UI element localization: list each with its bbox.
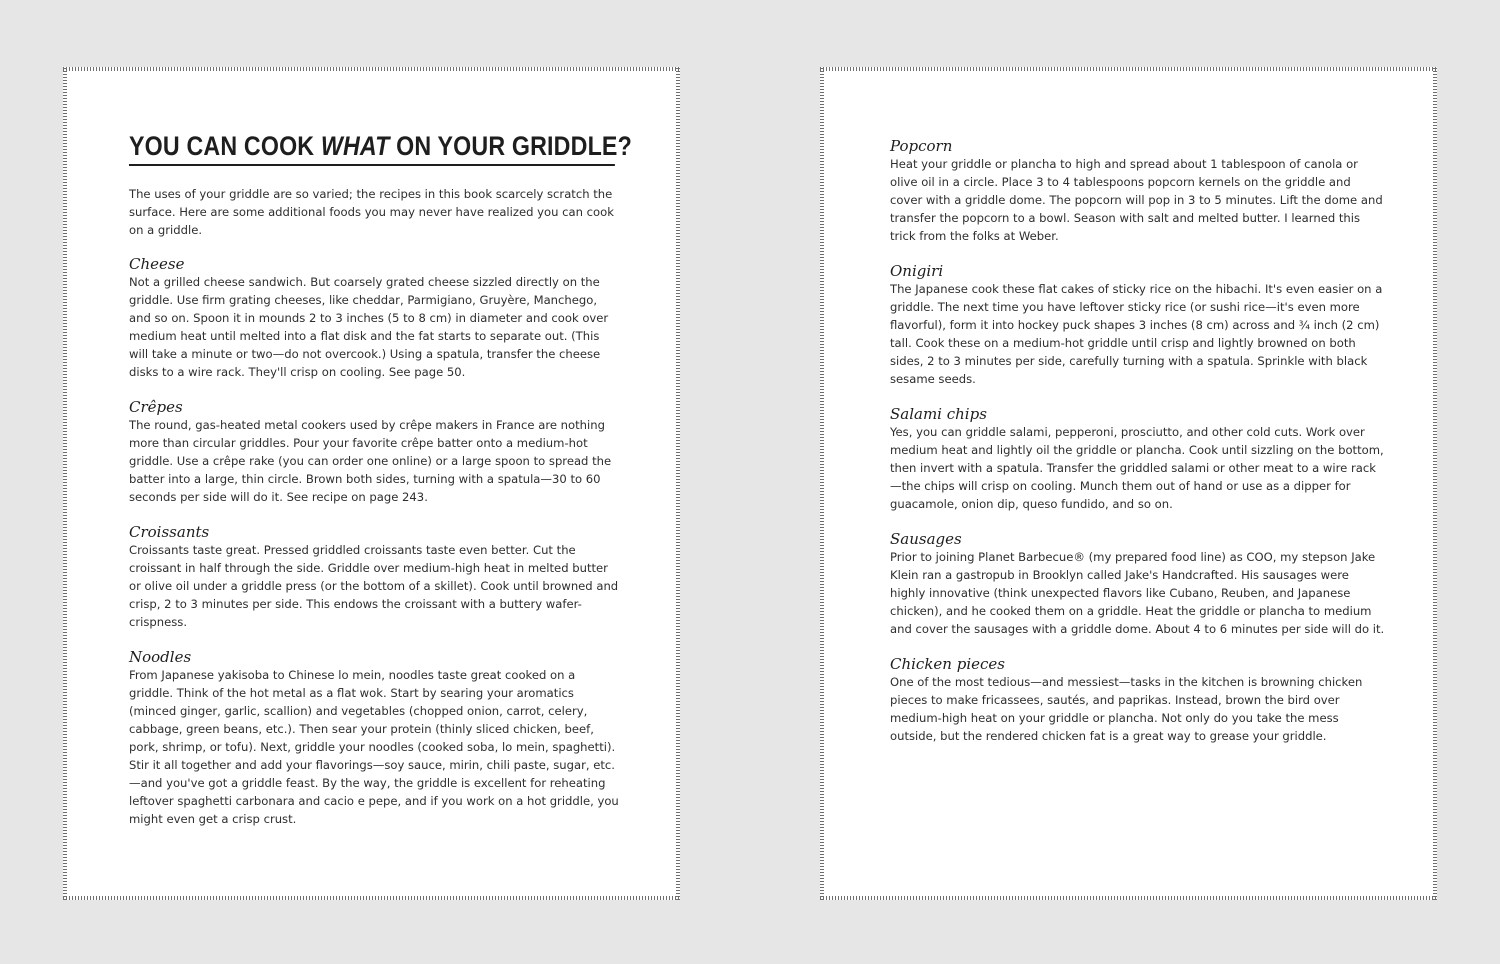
section-onigiri xyxy=(890,262,1385,388)
section-title: Cheese xyxy=(129,255,185,273)
section-chicken-pieces xyxy=(890,655,1385,745)
section-title: Noodles xyxy=(129,648,192,666)
intro-paragraph: The uses of your griddle are so varied; the recipes in this book scarcely scratch the surface. Here are some additional foods you may never have realized you can cook on a griddle. xyxy=(129,187,614,237)
right-page xyxy=(820,67,1437,900)
section-title: Salami chips xyxy=(890,405,987,423)
left-page-inner xyxy=(67,71,676,896)
section-sausages xyxy=(890,530,1385,638)
section-title: Popcorn xyxy=(890,137,953,155)
section-popcorn xyxy=(890,137,1385,245)
title-prefix: YOU CAN COOK xyxy=(129,131,321,161)
section-title: Chicken pieces xyxy=(890,655,1005,673)
title-emphasis: WHAT xyxy=(320,131,390,161)
section-body: Not a grilled cheese sandwich. But coarsely grated cheese sizzled directly on the griddle. Use firm grating cheeses, like cheddar, Parmigiano, Gruyère, Manchego, and so on. Spoon it in mounds 2 to 3 inches (5 to 8 cm) in diameter and cook over medium heat until melted into a flat disk and the fat starts to separate out. (This will take a minute or two—do not overcook.) Using a spatula, transfer the cheese disks to a wire rack. They'll crisp on cooling. See page 50. xyxy=(129,275,609,379)
section-body: Heat your griddle or plancha to high and spread about 1 tablespoon of canola or olive oil in a circle. Place 3 to 4 tablespoons popcorn kernels on the griddle and cover with a griddle dome. The popcorn will pop in 3 to 5 minutes. Lift the dome and transfer the popcorn to a bowl. Season with salt and melted butter. I learned this trick from the folks at Weber. xyxy=(890,157,1383,243)
right-page-inner xyxy=(824,71,1433,896)
section-body: From Japanese yakisoba to Chinese lo mein, noodles taste great cooked on a griddle. Think of the hot metal as a flat wok. Start by searing your aromatics (minced ginger, garlic, scallion) and vegetables (chopped onion, carrot, celery, cabbage, green beans, etc.). Then sear your protein (thinly sliced chicken, beef, pork, shrimp, or tofu). Next, griddle your noodles (cooked soba, lo mein, spaghetti). Stir it all together and add your flavorings—soy sauce, mirin, chili paste, sugar, etc.—and you've got a griddle feast. By the way, the griddle is excellent for reheating leftover spaghetti carbonara and cacio e pepe, and if you work on a hot griddle, you might even get a crisp crust. xyxy=(129,668,619,826)
section-croissants xyxy=(129,523,619,631)
section-body: Croissants taste great. Pressed griddled croissants taste even better. Cut the croissant in half through the side. Griddle over medium-high heat in melted butter or olive oil under a griddle press (or the bottom of a skillet). Cook until browned and crisp, 2 to 3 minutes per side. This endows the croissant with a buttery wafer-crispness. xyxy=(129,543,619,629)
section-body: The Japanese cook these flat cakes of sticky rice on the hibachi. It's even easier on a griddle. The next time you have leftover sticky rice (or sushi rice—it's even more flavorful), form it into hockey puck shapes 3 inches (8 cm) across and ¾ inch (2 cm) tall. Cook these on a medium-hot griddle until crisp and lightly browned on both sides, 2 to 3 minutes per side, carefully turning with a spatula. Sprinkle with black sesame seeds. xyxy=(890,282,1383,386)
section-body: One of the most tedious—and messiest—tasks in the kitchen is browning chicken pieces to make fricassees, sautés, and paprikas. Instead, brown the bird over medium-high heat on your griddle or plancha. Not only do you take the mess outside, but the rendered chicken fat is a great way to grease your griddle. xyxy=(890,675,1363,743)
page-title xyxy=(129,131,632,166)
section-salami-chips xyxy=(890,405,1385,513)
section-body: The round, gas-heated metal cookers used by crêpe makers in France are nothing more than circular griddles. Pour your favorite crêpe batter onto a medium-hot griddle. Use a crêpe rake (you can order one online) or a large spoon to spread the batter into a large, thin circle. Brown both sides, turning with a spatula—30 to 60 seconds per side will do it. See recipe on page 243. xyxy=(129,418,612,504)
section-title: Crêpes xyxy=(129,398,183,416)
section-body: Yes, you can griddle salami, pepperoni, prosciutto, and other cold cuts. Work over medium heat and lightly oil the griddle or plancha. Cook until sizzling on the bottom, then invert with a spatula. Transfer the griddled salami or other meat to a wire rack—the chips will crisp on cooling. Munch them out of hand or use as a dipper for guacamole, onion dip, queso fundido, and so on. xyxy=(890,425,1384,511)
section-crepes xyxy=(129,398,619,506)
section-title: Croissants xyxy=(129,523,210,541)
section-noodles xyxy=(129,648,619,828)
left-page xyxy=(63,67,680,900)
section-cheese xyxy=(129,255,619,381)
section-body: Prior to joining Planet Barbecue® (my prepared food line) as COO, my stepson Jake Klein ran a gastropub in Brooklyn called Jake's Handcrafted. His sausages were highly innovative (think unexpected flavors like Cubano, Reuben, and Japanese chicken), and he cooked them on a griddle. Heat the griddle or plancha to medium and cover the sausages with a griddle dome. About 4 to 6 minutes per side will do it. xyxy=(890,550,1385,636)
right-column xyxy=(890,137,1385,762)
left-column xyxy=(129,185,619,845)
title-suffix: ON YOUR GRIDDLE? xyxy=(389,131,632,161)
section-title: Sausages xyxy=(890,530,962,548)
section-title: Onigiri xyxy=(890,262,944,280)
